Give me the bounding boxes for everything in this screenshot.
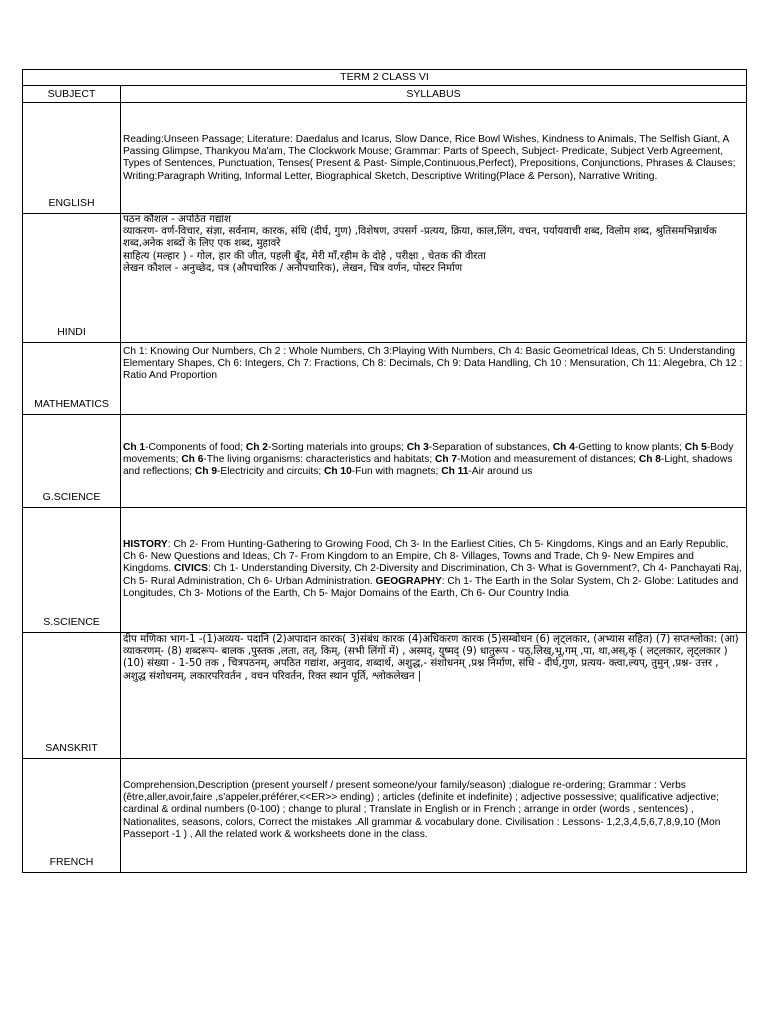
chapter-number: Ch 7: [435, 454, 458, 466]
chapter-number: Ch 10: [324, 466, 352, 478]
column-header-subject: SUBJECT: [23, 86, 121, 103]
civics-label: CIVICS: [173, 563, 208, 575]
chapter-title: -Fun with magnets;: [351, 466, 442, 478]
chapter-title: -Light, shadows and reflections;: [123, 454, 733, 478]
chapter-title: -Body movements;: [123, 442, 734, 466]
subject-hindi: HINDI: [23, 214, 121, 343]
geography-label: GEOGRAPHY: [375, 575, 442, 587]
chapter-number: Ch 9: [194, 466, 217, 478]
syllabus-table: [22, 69, 747, 873]
hindi-line: साहित्य (मल्हार ) - गोल, हार की जीत, पहली बूँद, मेरी माँ,रहीम के दोहे , परीक्षा , चेतक की वीरता: [123, 250, 486, 262]
syllabus-english: Reading:Unseen Passage; Literature: Daedalus and Icarus, Slow Dance, Rice Bowl Wishes, Kindness to Animals, The Selfish Giant, A Passing Glimpse, Thankyou Ma'am, The Clockwork Mouse; Grammar: Parts of Speech, Subject- Predicate, Subject Verb Agreement, Types of Sentences, Punctuation, Tenses( Present & Past- Simple,Continuous,Perfect), Prepositions, Conjunctions, Phrases & Clauses; Writing:Paragraph Writing, Informal Letter, Biographical Sketch, Descriptive Writing(Place & Person), Narrative Writing.: [121, 103, 747, 214]
chapter-number: Ch 11: [441, 466, 469, 478]
chapter-title: -Separation of substances,: [428, 442, 553, 453]
geography-text: : Ch 1- The Earth in the Solar System, Ch 2- Globe: Latitudes and Longitudes, Ch 3- Motions of the Earth, Ch 5- Major Domains of the Earth, Ch 6- Our Country India: [123, 575, 739, 599]
history-text: : Ch 2- From Hunting-Gathering to Growing Food, Ch 3- In the Earliest Cities, Ch 5- Kingdoms, Kings and an Early Republic, Ch 6- New Questions and Ideas, Ch 7- From Kingdom to an Empire, Ch 8- Villages, Towns and Trade, Ch 9- New Empires and Kingdoms.: [123, 539, 729, 575]
history-label: HISTORY: [123, 539, 168, 550]
table-row-sscience: [23, 508, 747, 633]
syllabus-hindi: [121, 214, 747, 343]
subject-mathematics: MATHEMATICS: [23, 343, 121, 415]
hindi-line: पठन कौशल - अपठित गद्यांश: [123, 214, 231, 225]
table-row-sanskrit: [23, 633, 747, 759]
table-row-french: [23, 759, 747, 873]
chapter-title: -Electricity and circuits;: [217, 466, 324, 478]
chapter-title: -Components of food;: [145, 442, 246, 453]
table-row-gscience: [23, 415, 747, 508]
chapter-number: Ch 3: [406, 442, 429, 453]
chapter-number: Ch 1: [123, 442, 146, 453]
syllabus-sscience: [121, 508, 747, 633]
chapter-title: -Getting to know plants;: [574, 442, 685, 453]
chapter-title: -Air around us: [468, 466, 533, 478]
chapter-number: Ch 2: [245, 442, 268, 453]
subject-english: ENGLISH: [23, 103, 121, 214]
table-row-english: [23, 103, 747, 214]
chapter-number: Ch 5: [684, 442, 707, 453]
subject-sanskrit: SANSKRIT: [23, 633, 121, 759]
hindi-line: व्याकरण- वर्ण-विचार, संज्ञा, सर्वनाम, कारक, संधि (दीर्घ, गुण) ,विशेषण, उपसर्ग -प्रत्यय, क्रिया, काल,लिंग, वचन, पर्यायवाची शब्द, विलोम शब्द, श्रुतिसमभिन्नार्थक शब्द,अनेक शब्दों के लिए एक शब्द, मुहावरे: [123, 226, 717, 250]
hindi-line: लेखन कौशल - अनुच्छेद, पत्र (औपचारिक / अनौपचारिक), लेखन, चित्र वर्णन, पोस्टर निर्माण: [123, 262, 463, 274]
table-row-mathematics: [23, 343, 747, 415]
table-title: TERM 2 CLASS VI: [23, 70, 747, 86]
subject-sscience: S.SCIENCE: [23, 508, 121, 633]
civics-text: : Ch 1- Understanding Diversity, Ch 2-Diversity and Discrimination, Ch 3- What is Government?, Ch 4- Panchayati Raj, Ch 5- Rural Administration, Ch 6- Urban Administration.: [123, 563, 742, 587]
chapter-number: Ch 8: [638, 454, 661, 466]
column-header-syllabus: SYLLABUS: [121, 86, 747, 103]
chapter-title: -Motion and measurement of distances;: [457, 454, 639, 466]
syllabus-gscience: [121, 415, 747, 508]
syllabus-french: Comprehension,Description (present yourself / present someone/your family/season) ;dialogue re-ordering; Grammar : Verbs (être,aller,avoir,faire ,s'appeler,préférer,<<ER>> ending) ; articles (definite et indefinite) ; adjective possessive; qualificative adjective; cardinal & ordinal numbers (0-100) ; change to plural ; Translate in English or in French ; arrange in order (words , sentences) , Nationalites, seasons, colors, Correct the mistakes .All grammar & vocabulary done. Civilisation : Lessons- 1,2,3,4,5,6,7,8,9,10 (Mon Passeport -1 ) , All the related work & worksheets done in the class.: [121, 759, 747, 873]
chapter-title: -Sorting materials into groups;: [267, 442, 407, 453]
chapter-number: Ch 4: [552, 442, 575, 453]
syllabus-sanskrit: दीप मणिका भाग-1 -(1)अव्यय- पदानि (2)अपादान कारक( 3)संबंध कारक (4)अधिकरण कारक (5)सम्बोधन (6) लृट्लकार, (अभ्यास सहित) (7) सप्तश्लोका: (आ) व्याकरणम्- (8) शब्दरूप- बालक ,पुस्तक ,लता, तत्, किम्, (सभी लिंगों में) , अस्मद्, युष्मद् (9) धातुरूप - पठ्,लिख्,भू,गम् ,पा, था,अस्,कृ ( लट्लकार, लृट्लकार )(10) संख्या - 1-50 तक , चित्रपठनम्, अपठित गद्यांश, अनुवाद, शब्दार्थ, अशुद्ध,- संशोधनम् ,प्रश्न निर्माण, संधि - दीर्घ,गुण, प्रत्यय- क्त्वा,ल्यप्, तुमुन् ,प्रश्न- उत्तर , अशुद्ध संशोधनम्, लकारपरिवर्तन , वचन परिवर्तन, रिक्त स्थान पूर्ति, श्लोकलेखन |: [121, 633, 747, 759]
table-row-hindi: [23, 214, 747, 343]
subject-gscience: G.SCIENCE: [23, 415, 121, 508]
syllabus-mathematics: Ch 1: Knowing Our Numbers, Ch 2 : Whole Numbers, Ch 3:Playing With Numbers, Ch 4: Basic Geometrical Ideas, Ch 5: Understanding Elementary Shapes, Ch 6: Integers, Ch 7: Fractions, Ch 8: Decimals, Ch 9: Data Handling, Ch 10 : Mensuration, Ch 11: Alegebra, Ch 12 : Ratio And Proportion: [121, 343, 747, 415]
chapter-title: -The living organisms: characteristics and habitats;: [203, 454, 435, 466]
subject-french: FRENCH: [23, 759, 121, 873]
chapter-number: Ch 6: [181, 454, 204, 466]
